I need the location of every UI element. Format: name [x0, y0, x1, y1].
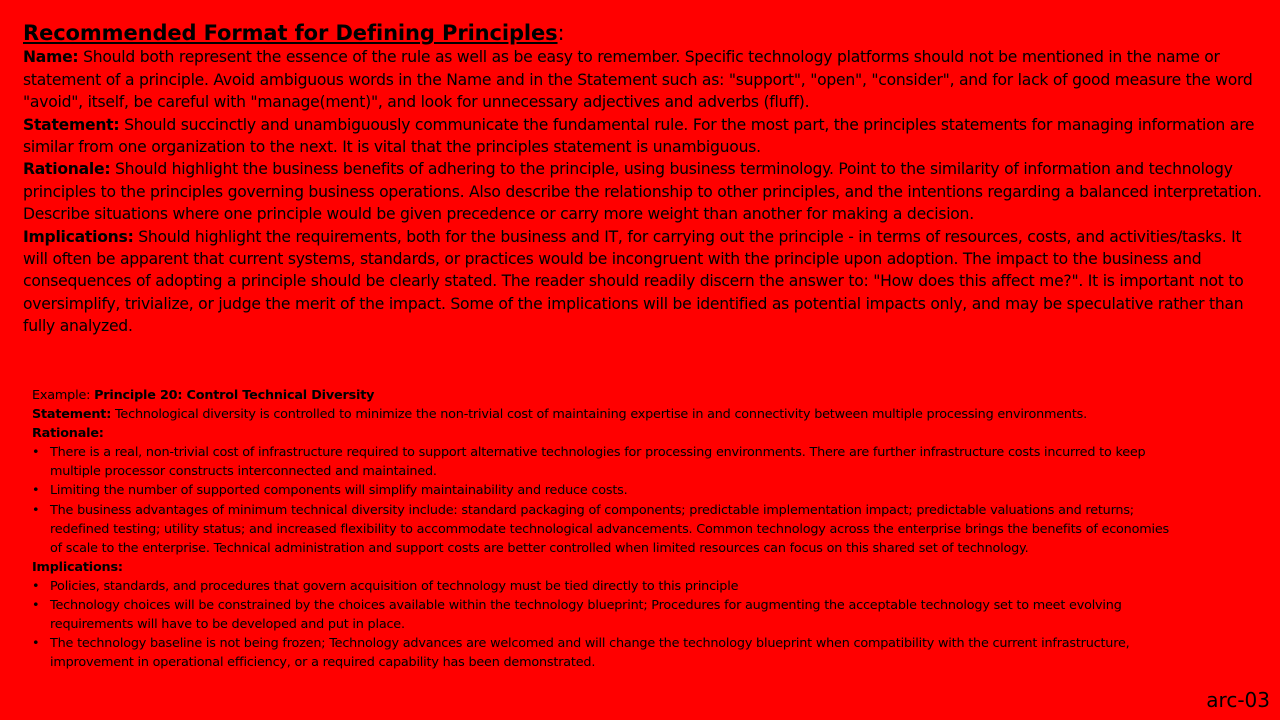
example-statement-text: Technological diversity is controlled to minimize the non-trivial cost of maintaining expertise in and connectivity between multiple processing environments. [111, 407, 1087, 423]
example-implications-label [32, 558, 1172, 577]
definition-text: Should succinctly and unambiguously communicate the fundamental rule. For the most part, the principles statements for managing information are similar from one organization to the next. It is vital that the principles statement is unambiguous. [23, 115, 1255, 157]
bullet: • [32, 636, 40, 652]
definition-text: Should highlight the requirements, both for the business and IT, for carrying out the principle - in terms of resources, costs, and activities/tasks. It will often be apparent that current systems, standards, or practices would be incongruent with the principle upon adoption. The impact to the business and consequences of adopting a principle should be clearly stated. The reader should readily discern the answer to: "How does this affect me?". It is important not to oversimplify, trivialize, or judge the merit of the impact. Some of the implications will be identified as potential impacts only, and may be speculative rather than fully analyzed. [23, 227, 1244, 336]
list-item-text: Policies, standards, and procedures that govern acquisition of technology must be tied directly to this principle [50, 578, 739, 594]
principles-format-section [23, 20, 1263, 338]
definition-rationale [23, 158, 1263, 225]
list-item [32, 481, 1172, 500]
example-prefix: Example: [32, 388, 95, 403]
list-item-text: Technology choices will be constrained by the choices available within the technology blueprint; Procedures for augmenting the acceptable technology set to meet evolving requirements will have to be developed and put in place. [50, 598, 1122, 633]
list-item [32, 501, 1172, 558]
definition-implications [23, 226, 1263, 338]
definition-name [23, 46, 1263, 113]
bullet: • [32, 578, 40, 594]
example-title: Principle 20: Control Technical Diversity [94, 388, 375, 403]
definition-text: Should highlight the business benefits of adhering to the principle, using business terminology. Point to the similarity of information and technology principles to the principles governing business operations. Also describe the relationship to other principles, and the intentions regarding a balanced interpretation. Describe situations where one principle would be given precedence or carry more weight than another for making a decision. [23, 160, 1262, 224]
implications-list [32, 577, 1172, 672]
heading-colon: : [557, 21, 565, 45]
example-title-line [32, 386, 1172, 405]
example-rationale-label [32, 424, 1172, 443]
slide-id: arc-03 [1206, 688, 1270, 712]
definition-text: Should both represent the essence of the rule as well as be easy to remember. Specific technology platforms should not be mentioned in the name or statement of a principle. Avoid ambiguous words in the Name and in the Statement such as: "support", "open", "consider", and for lack of good measure the word "avoid", itself, be careful with "manage(ment)", and look for unnecessary adjectives and adverbs (fluff). [23, 48, 1253, 112]
list-item [32, 443, 1172, 481]
list-item [32, 596, 1172, 634]
definition-term: Rationale: [23, 160, 111, 179]
example-statement-label: Statement: [32, 407, 112, 423]
example-section [32, 386, 1172, 672]
implications-label-text: Implications: [32, 559, 123, 575]
heading-title: Recommended Format for Defining Principles [23, 21, 558, 45]
definition-statement [23, 114, 1263, 159]
definition-term: Statement: [23, 115, 120, 134]
list-item-text: The business advantages of minimum technical diversity include: standard packaging of components; predictable implementation impact; predictable valuations and returns; redefined testing; utility status; and increased flexibility to accommodate technological advancements. Common technology across the enterprise brings the benefits of economies of scale to the enterprise. Technical administration and support costs are better controlled when limited resources can focus on this shared set of technology. [50, 502, 1169, 556]
bullet: • [32, 502, 40, 518]
definition-term: Name: [23, 48, 79, 67]
list-item-text: The technology baseline is not being frozen; Technology advances are welcomed and will change the technology blueprint when compatibility with the current infrastructure, improvement in operational efficiency, or a required capability has been demonstrated. [50, 636, 1130, 671]
list-item-text: Limiting the number of supported components will simplify maintainability and reduce costs. [50, 483, 628, 499]
bullet: • [32, 445, 40, 461]
rationale-list [32, 443, 1172, 558]
list-item-text: There is a real, non-trivial cost of infrastructure required to support alternative technologies for processing environments. There are further infrastructure costs incurred to keep multiple processor constructs interconnected and maintained. [50, 445, 1146, 480]
rationale-label-text: Rationale: [32, 426, 104, 442]
bullet: • [32, 598, 40, 614]
list-item [32, 634, 1172, 672]
list-item [32, 577, 1172, 596]
example-statement [32, 405, 1172, 424]
bullet: • [32, 483, 40, 499]
definition-term: Implications: [23, 227, 134, 246]
page-title [23, 20, 1263, 46]
